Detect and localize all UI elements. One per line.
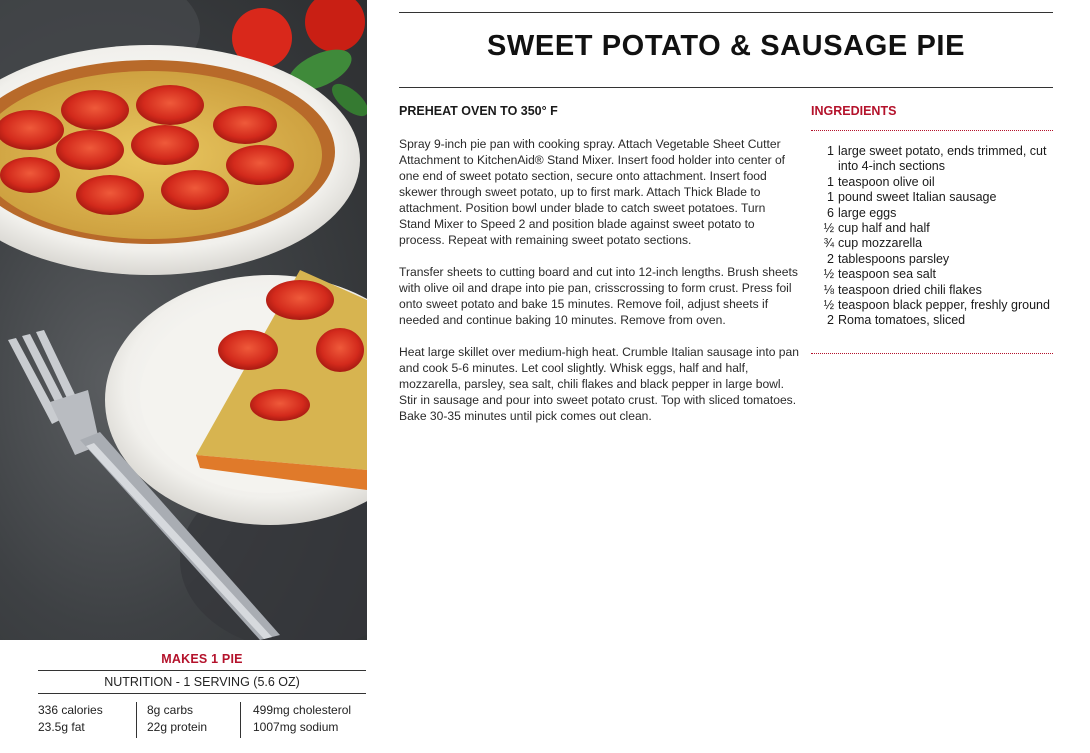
nutrition-value: 8g carbs bbox=[147, 703, 194, 717]
ingredient-text: large eggs bbox=[838, 205, 897, 220]
nutrition-value: 22g protein bbox=[147, 720, 208, 734]
ingredient-item bbox=[811, 221, 1053, 236]
ingredient-item bbox=[811, 236, 1053, 251]
direction-step: Heat large skillet over medium-high heat. Crumble Italian sausage into pan and cook 5-6 minutes. Let cool slightly. Whisk eggs, half and half, mozzarella, parsley, sea salt, chili flakes and black pepper in large bowl. Stir in sausage and pour into sweet potato crust. Top with sliced tomatoes. Bake 30-35 minutes until pick comes out clean. bbox=[399, 345, 799, 423]
ingredient-text: teaspoon sea salt bbox=[838, 267, 936, 282]
directions bbox=[399, 136, 799, 440]
ingredient-text: tablespoons parsley bbox=[838, 251, 950, 266]
ingredients-top-divider bbox=[811, 130, 1053, 131]
ingredient-text: pound sweet Italian sausage bbox=[838, 190, 997, 205]
recipe-photo bbox=[0, 0, 367, 640]
ingredient-qty: ⅛ bbox=[823, 282, 834, 297]
nutrition-value: 336 calories bbox=[38, 703, 103, 717]
makes-label: MAKES 1 PIE bbox=[161, 652, 243, 666]
ingredients-heading: INGREDIENTS bbox=[811, 104, 897, 118]
ingredient-text: large sweet potato, ends trimmed, cut into 4-inch sections bbox=[838, 144, 1047, 174]
nutrition-column bbox=[38, 702, 136, 738]
ingredient-item bbox=[811, 298, 1053, 313]
nutrition-serving: NUTRITION - 1 SERVING (5.6 OZ) bbox=[38, 670, 366, 694]
nutrition-value: 23.5g fat bbox=[38, 720, 85, 734]
ingredient-text: cup half and half bbox=[838, 221, 930, 236]
ingredient-text: teaspoon black pepper, freshly ground bbox=[838, 298, 1050, 313]
ingredient-qty: ¾ bbox=[823, 236, 834, 251]
ingredient-item bbox=[811, 313, 1053, 328]
ingredient-qty: 2 bbox=[827, 313, 834, 328]
nutrition-value: 499mg cholesterol bbox=[253, 703, 352, 717]
title-top-rule bbox=[399, 12, 1053, 13]
ingredient-qty: 1 bbox=[827, 190, 834, 205]
ingredient-item bbox=[811, 252, 1053, 267]
ingredient-text: teaspoon dried chili flakes bbox=[838, 282, 982, 297]
direction-step: Spray 9-inch pie pan with cooking spray. Attach Vegetable Sheet Cutter Attachment to KitchenAid® Stand Mixer. Insert food holder into center of one end of sweet potato section, secure onto attachment. Insert food skewer through sweet potato, up to first mark. Attach Thick Blade to attachment. Position bowl under blade to catch sweet potatoes. Turn Stand Mixer to Speed 2 and position blade against sweet potato to process. Repeat with remaining sweet potato sections. bbox=[399, 137, 786, 247]
ingredient-text: cup mozzarella bbox=[838, 236, 923, 251]
ingredients-bottom-divider bbox=[811, 353, 1053, 354]
title-bottom-rule bbox=[399, 87, 1053, 88]
ingredient-qty: 1 bbox=[827, 174, 834, 189]
ingredient-item bbox=[811, 190, 1053, 205]
recipe-title: SWEET POTATO & SAUSAGE PIE bbox=[486, 30, 966, 62]
ingredients-list bbox=[811, 144, 1053, 329]
ingredient-qty: ½ bbox=[823, 221, 834, 236]
ingredient-item bbox=[811, 206, 1053, 221]
ingredient-qty: ½ bbox=[823, 267, 834, 282]
ingredient-text: Roma tomatoes, sliced bbox=[838, 313, 966, 328]
ingredient-qty: 2 bbox=[827, 251, 834, 266]
direction-step: Transfer sheets to cutting board and cut into 12-inch lengths. Brush sheets with olive oil and drape into pie pan, crisscrossing to form crust. Press foil onto sweet potato and bake 15 minutes. Remove foil, adjust sheets if needed and continue baking 10 minutes. Remove from oven. bbox=[399, 265, 798, 327]
ingredient-item bbox=[811, 267, 1053, 282]
ingredient-text: teaspoon olive oil bbox=[838, 174, 935, 189]
ingredient-item bbox=[811, 175, 1053, 190]
nutrition-column bbox=[240, 702, 366, 738]
ingredient-qty: 1 bbox=[827, 144, 834, 158]
ingredient-qty: ½ bbox=[823, 298, 834, 313]
ingredient-item bbox=[811, 144, 1053, 175]
nutrition-column bbox=[136, 702, 240, 738]
ingredient-item bbox=[811, 283, 1053, 298]
ingredient-qty: 6 bbox=[827, 205, 834, 220]
preheat-instruction: PREHEAT OVEN TO 350° F bbox=[399, 104, 558, 118]
nutrition-grid bbox=[38, 702, 366, 738]
nutrition-value: 1007mg sodium bbox=[253, 720, 339, 734]
